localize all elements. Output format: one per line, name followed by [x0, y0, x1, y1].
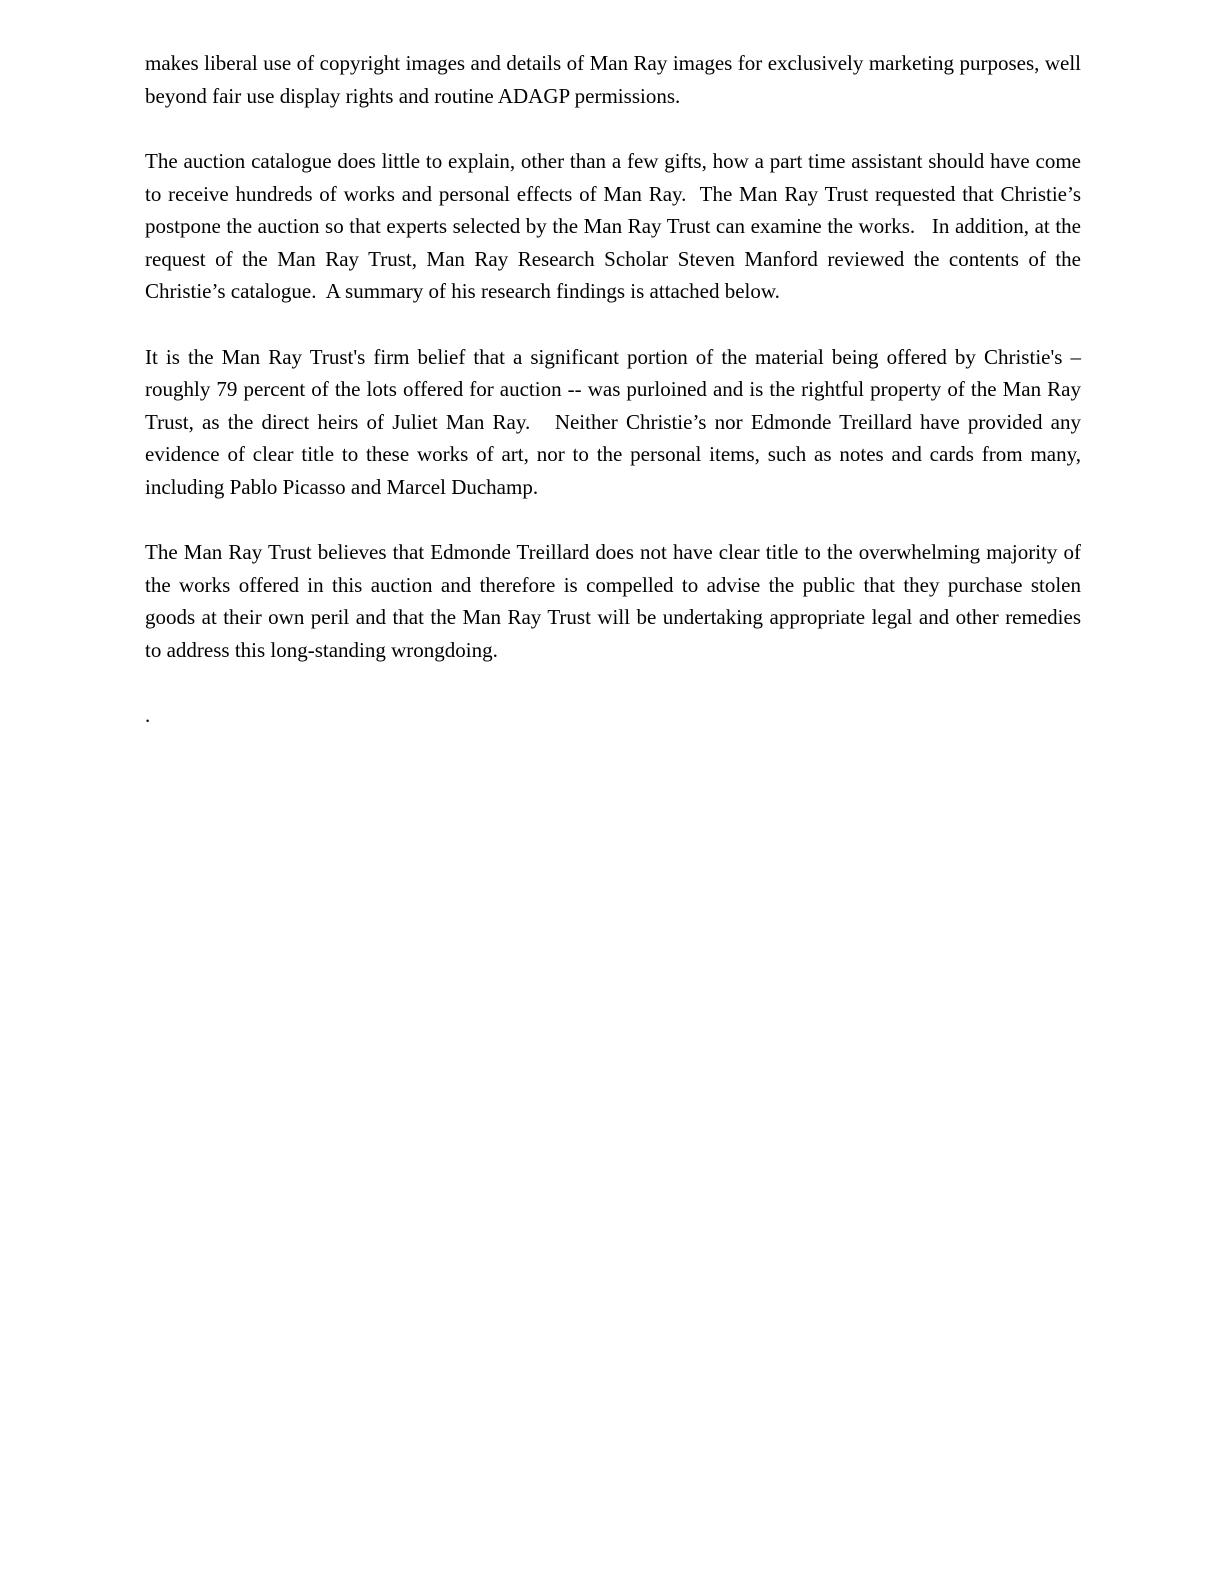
paragraph-trust-belief: It is the Man Ray Trust's firm belief that a significant portion of the material being offered by Christie's – roughly 79 percent of the lots offered for auction -- was purloined and is the rightful property of the Man Ray Trust, as the direct heirs of Juliet Man Ray. Neither Christie’s nor Edmonde Treillard have provided any evidence of clear title to these works of art, nor to the personal items, such as notes and cards from many, including Pablo Picasso and Marcel Duchamp.: [145, 344, 1087, 499]
paragraph-copyright-use: makes liberal use of copyright images and details of Man Ray images for exclusively marketing purposes, well beyond fair use display rights and routine ADAGP permissions.: [145, 51, 1087, 108]
paragraph-trust-advisory: The Man Ray Trust believes that Edmonde Treillard does not have clear title to the overwhelming majority of the works offered in this auction and therefore is compelled to advise the public that they purchase stolen goods at their own peril and that the Man Ray Trust will be undertaking appropriate legal and other remedies to address this long-standing wrongdoing.: [145, 540, 1087, 662]
document-body: [145, 47, 1087, 732]
lone-period: .: [145, 703, 151, 727]
paragraph-auction-catalogue: The auction catalogue does little to explain, other than a few gifts, how a part time assistant should have come to receive hundreds of works and personal effects of Man Ray. The Man Ray Trust requested that Christie’s postpone the auction so that experts selected by the Man Ray Trust can examine the works. In addition, at the request of the Man Ray Trust, Man Ray Research Scholar Steven Manford reviewed the contents of the Christie’s catalogue. A summary of his research findings is attached below.: [145, 149, 1087, 303]
